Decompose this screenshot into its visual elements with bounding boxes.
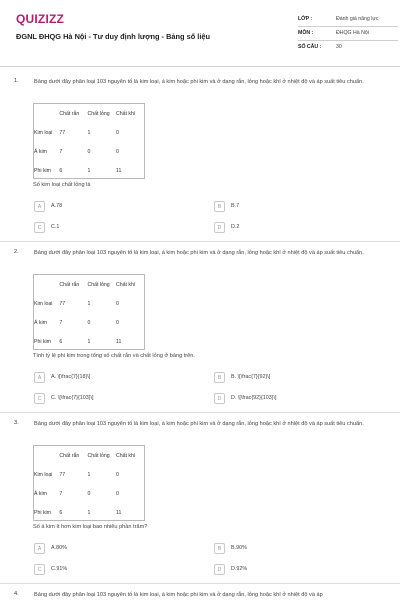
option-text: D.2	[231, 224, 240, 230]
document-title: ĐGNL ĐHQG Hà Nội - Tư duy định lượng - Bảng số liệu	[16, 32, 211, 41]
table-cell: 1	[87, 338, 91, 345]
table-cell: 0	[87, 490, 91, 497]
option-letter-box: B	[214, 372, 225, 383]
table-header-cell: Chất khí	[116, 452, 136, 459]
table-cell: 1	[87, 300, 91, 307]
table-header-cell: Chất lỏng	[87, 281, 110, 288]
question-prompt: Số á kim ít hơn kim loại bao nhiêu phần trăm?	[33, 524, 148, 530]
table-row	[34, 503, 144, 521]
option-text: C. \[\frac{7}{103}\]	[51, 395, 94, 401]
table-row	[34, 123, 144, 142]
table-cell: 1	[87, 129, 91, 136]
meta-divider	[298, 26, 398, 27]
table-cell: 0	[116, 490, 119, 497]
table-header-cell	[34, 104, 59, 123]
question-divider	[0, 412, 400, 413]
option-letter-box: A	[34, 201, 45, 212]
table-row	[34, 313, 144, 332]
option-letter-box: D	[214, 222, 225, 233]
question-divider	[0, 583, 400, 584]
table-cell: 1	[87, 167, 91, 174]
table-cell: 0	[116, 148, 119, 155]
table-cell: 1	[87, 471, 91, 478]
table-cell: Phi kim	[34, 167, 52, 174]
option-text: D.92%	[231, 566, 248, 572]
question-text: Bảng dưới đây phân loại 103 nguyên tố là kim loại, á kim hoặc phi kim và ở dạng rắn, lỏng hoặc khí ở nhiệt độ và áp suất tiêu chuẩn.	[34, 79, 364, 85]
table-cell: Á kim	[34, 490, 47, 497]
table-header-cell	[34, 275, 59, 294]
meta-class-value: Đánh giá năng lực	[336, 16, 379, 22]
table-cell: 0	[116, 129, 119, 136]
table-cell: Kim loại	[34, 300, 53, 307]
meta-subject-label: MÔN :	[298, 30, 314, 36]
table-cell: Kim loại	[34, 471, 53, 478]
table-header-row	[34, 446, 144, 465]
table-row	[34, 332, 144, 350]
table-header-cell: Chất rắn	[59, 281, 80, 288]
question-number: 4.	[14, 591, 19, 597]
table-cell: 77	[59, 471, 66, 478]
question-1	[0, 78, 400, 250]
option-letter-box: D	[214, 564, 225, 575]
table-cell: 11	[116, 509, 122, 516]
question-number: 2.	[14, 249, 19, 255]
option-text: D. \[\frac{92}{103}\]	[231, 395, 277, 401]
option-text: B. \[\frac{7}{92}\]	[231, 374, 271, 380]
data-table	[33, 445, 145, 521]
table-cell: 6	[59, 167, 63, 174]
option-letter-box: C	[34, 564, 45, 575]
option-text: C.1	[51, 224, 60, 230]
option-text: C.91%	[51, 566, 68, 572]
table-row	[34, 484, 144, 503]
header-divider	[0, 66, 400, 67]
table-cell: Á kim	[34, 319, 47, 326]
table-cell: 77	[59, 129, 66, 136]
table-cell: 7	[59, 490, 63, 497]
option-letter-box: A	[34, 372, 45, 383]
question-prompt: Tính tỷ lệ phi kim trong tổng số chất rắn và chất lỏng ở bảng trên.	[33, 353, 195, 359]
table-row	[34, 142, 144, 161]
question-divider	[0, 241, 400, 242]
table-cell: 77	[59, 300, 66, 307]
table-cell: 6	[59, 338, 63, 345]
table-row	[34, 161, 144, 179]
meta-divider	[298, 40, 398, 41]
option-text: A.78	[51, 203, 63, 209]
meta-subject-value: ĐHQG Hà Nội	[336, 30, 369, 36]
table-cell: 6	[59, 509, 63, 516]
table-cell: 0	[116, 319, 119, 326]
table-cell: 0	[116, 300, 119, 307]
question-text: Bảng dưới đây phân loại 103 nguyên tố là kim loại, á kim hoặc phi kim và ở dạng rắn, lỏng hoặc khí ở nhiệt độ và áp suất tiêu chuẩn.	[34, 421, 364, 427]
table-header-cell: Chất lỏng	[87, 110, 110, 117]
table-cell: 11	[116, 338, 122, 345]
question-number: 1.	[14, 78, 19, 84]
option-text: A. \[\frac{7}{18}\]	[51, 374, 91, 380]
table-cell: 0	[87, 148, 91, 155]
meta-class-label: LỚP :	[298, 16, 313, 22]
option-letter-box: C	[34, 393, 45, 404]
option-text: A.80%	[51, 545, 67, 551]
option-letter-box: B	[214, 201, 225, 212]
table-header-cell: Chất rắn	[59, 452, 80, 459]
meta-count-label: SỐ CÂU :	[298, 44, 322, 50]
table-row	[34, 465, 144, 484]
question-3	[0, 420, 400, 592]
table-cell: 11	[116, 167, 122, 174]
question-number: 3.	[14, 420, 19, 426]
meta-count-value: 30	[336, 44, 342, 50]
table-cell: 7	[59, 148, 63, 155]
option-text: B.90%	[231, 545, 247, 551]
table-cell: 0	[87, 319, 91, 326]
question-prompt: Số kim loại chất lỏng là	[33, 182, 91, 188]
table-cell: Kim loại	[34, 129, 53, 136]
question-text: Bảng dưới đây phân loại 103 nguyên tố là kim loại, á kim hoặc phi kim và ở dạng rắn, lỏng hoặc khí ở nhiệt độ và áp	[34, 592, 323, 598]
quizizz-logo: QUIZIZZ	[16, 12, 65, 26]
table-cell: 7	[59, 319, 63, 326]
table-header-row	[34, 104, 144, 123]
option-letter-box: D	[214, 393, 225, 404]
data-table	[33, 274, 145, 350]
page-header	[0, 0, 400, 66]
table-row	[34, 294, 144, 313]
table-cell: Phi kim	[34, 509, 52, 516]
question-2	[0, 249, 400, 421]
table-header-cell	[34, 446, 59, 465]
table-header-row	[34, 275, 144, 294]
table-cell: Á kim	[34, 148, 47, 155]
option-letter-box: A	[34, 543, 45, 554]
table-header-cell: Chất khí	[116, 281, 136, 288]
question-4	[0, 591, 400, 600]
data-table	[33, 103, 145, 179]
table-header-cell: Chất lỏng	[87, 452, 110, 459]
option-text: B.7	[231, 203, 240, 209]
table-cell: 0	[116, 471, 119, 478]
table-header-cell: Chất rắn	[59, 110, 80, 117]
question-text: Bảng dưới đây phân loại 103 nguyên tố là kim loại, á kim hoặc phi kim và ở dạng rắn, lỏng hoặc khí ở nhiệt độ và áp suất tiêu chuẩn.	[34, 250, 364, 256]
table-cell: Phi kim	[34, 338, 52, 345]
table-cell: 1	[87, 509, 91, 516]
table-header-cell: Chất khí	[116, 110, 136, 117]
option-letter-box: B	[214, 543, 225, 554]
option-letter-box: C	[34, 222, 45, 233]
